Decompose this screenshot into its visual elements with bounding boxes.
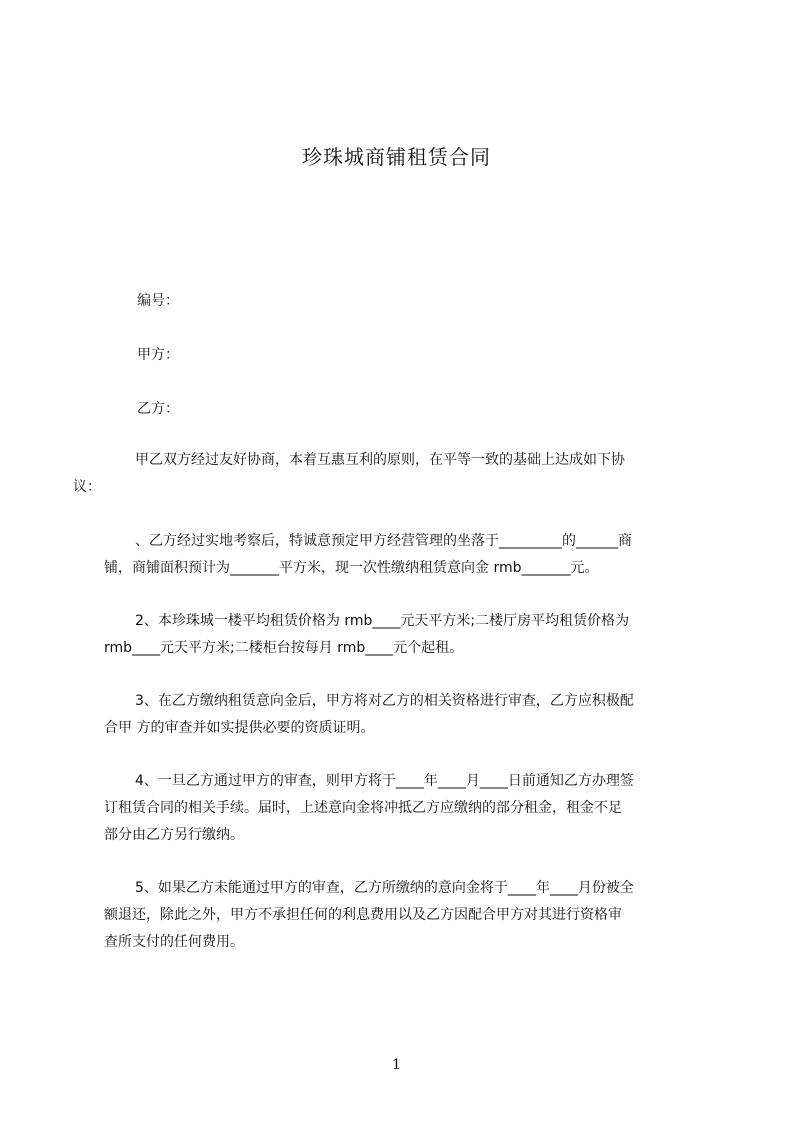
clause-5-line-3: 查所支付的任何费用。 <box>104 934 244 950</box>
clause-4-line-1: 4、一旦乙方通过甲方的审查，则甲方将于____年____月____日前通知乙方办理签 <box>135 773 634 789</box>
clause-3-line-1: 3、在乙方缴纳租赁意向金后，甲方将对乙方的相关资格进行审查，乙方应积极配 <box>135 693 634 709</box>
party-b-field: 乙方： <box>137 401 179 417</box>
clause-1-line-1: 、乙方经过实地考察后，特诚意预定甲方经营管理的坐落于_________的______商 <box>135 533 632 549</box>
clause-5-line-2: 额退还，除此之外，甲方不承担任何的利息费用以及乙方因配合甲方对其进行资格审 <box>104 907 622 923</box>
clause-4-paragraph <box>104 768 704 849</box>
clause-4-line-2: 订租赁合同的相关手续。届时，上述意向金将冲抵乙方应缴纳的部分租金，租金不足 <box>104 800 622 816</box>
intro-line-1: 甲乙双方经过友好协商，本着互惠互利的原则，在平等一致的基础上达成如下协 <box>135 452 625 468</box>
clause-1-line-2: 铺，商铺面积预计为_______平方米，现一次性缴纳租赁意向金 rmb_______元。 <box>104 560 599 576</box>
contract-number-field: 编号： <box>137 293 179 309</box>
clause-3-line-2: 合甲 方的审查并如实提供必要的资质证明。 <box>104 720 375 736</box>
clause-3-paragraph <box>104 688 704 742</box>
page-number: 1 <box>392 1057 401 1073</box>
clause-5-paragraph <box>104 875 704 956</box>
clause-2-paragraph <box>104 608 704 662</box>
intro-paragraph <box>73 447 704 501</box>
clause-5-line-1: 5、如果乙方未能通过甲方的审查，乙方所缴纳的意向金将于____年____月份被全 <box>135 880 634 896</box>
intro-line-2: 议： <box>73 479 101 495</box>
clause-1-paragraph <box>104 528 704 582</box>
clause-4-line-3: 部分由乙方另行缴纳。 <box>104 827 244 843</box>
clause-2-line-2: rmb____元天平方米;二楼柜台按每月 rmb____元个起租。 <box>104 640 464 656</box>
clause-2-line-1: 2、本珍珠城一楼平均租赁价格为 rmb____元天平方米;二楼厅房平均租赁价格为 <box>135 613 630 629</box>
party-a-field: 甲方： <box>137 347 179 363</box>
document-title: 珍珠城商铺租赁合同 <box>302 145 491 169</box>
